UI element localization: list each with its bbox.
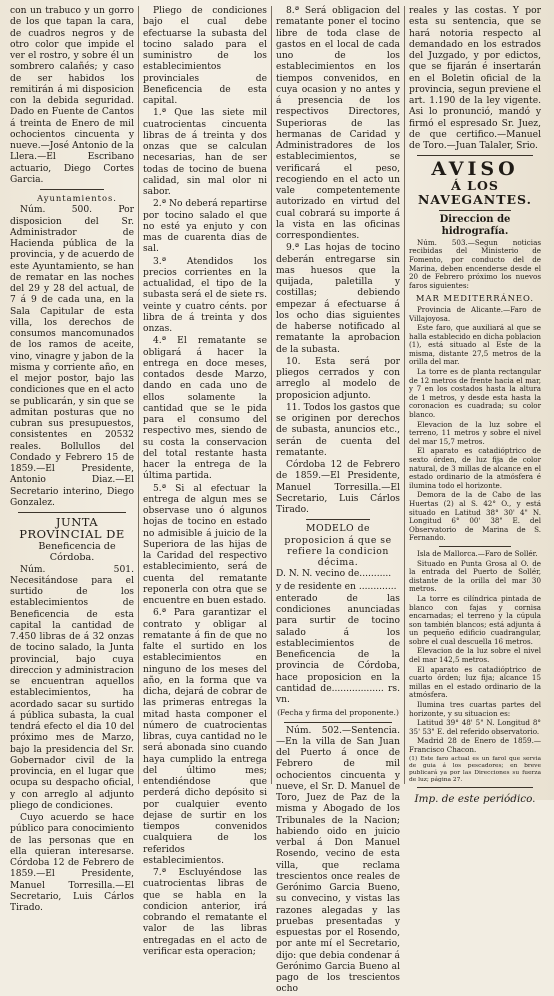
column-4 — [405, 6, 545, 805]
junta-subheading: Beneficencia de Córdoba. — [38, 541, 116, 564]
divider — [306, 519, 370, 520]
villajoyosa-p5: Demora de la de Cabo de las Huertas (2) al S. 42° O., y está situado en Latitud 38° 30' 4" N. Longitud 6° 00' 38" E. del Observatorio de Marina de S. Fernando. — [409, 490, 541, 543]
sea-heading: MAR MEDITERRÁNEO. — [415, 293, 535, 304]
sentence-continuation: reales y las costas. Y por esta su sentencia, que se hará notoria respecto al demandado en los estrados del Juzgado, y por edictos, que se fijarán é insertarán en el Boletin oficial de la provincia, segun previene el art. 1.190 de la ley vigente. Asi lo pronunció, mandó y firmó el espresado Sr. Juez, de que certifico.—Manuel de Toro.—Juan Talaler, Srio. — [409, 6, 541, 151]
condition-5: 5.ª Si al efectuar la entrega de algun mes se observase uno ó algunos hojas de tocino en estado no admisible á juicio de la Superiora de las hijas de la Caridad del respectivo establecimiento, será de cuenta del rematante reponerla con otra que se encuentre en buen estado. — [143, 483, 267, 606]
conditions-signature: Córdoba 12 de Febrero de 1859.—El Presidente, Manuel Torresilla.—El Secretario, Luis Cárlos Tirado. — [276, 460, 400, 515]
divider — [439, 210, 511, 211]
notice-501: Núm. 501. Necesitándose para el surtido de los establecimientos de Beneficencia de esta capital la cantidad de 7.450 libras de á 32 onzas de tocino salado, la Junta provincial, bajo cuya direccion y administracion se encuentran aquellos establecimientos, ha acordado sacar su surtido á pública subasta, la cual tendrá efecto el dia 10 del próximo mes de Marzo, bajo la presidencia del Sr. Gobernador civil de la provincia, en el lugar que ocupa su despacho oficial, y con arreglo al adjunto pliego de condiciones. — [10, 564, 134, 811]
modelo-title: MODELO de proposicion á que se refiere la condicion décima. — [284, 523, 392, 568]
condition-7: 7.ª Escluyéndose las cuatrocientas libras de que se habla en la condicion anterior, irá cobrando el rematante el valor de las libras entregadas en el acto de verificar esta operacion; — [143, 868, 267, 957]
hydrography-heading: Direccion de hidrografía. — [439, 214, 511, 237]
condition-8: 8.ª Será obligacion del rematante poner el tocino libre de toda clase de gastos en el local de cada uno de los establecimientos en los tiempos convenidos, en cuya ocasion y no antes y á presencia de los respectivos Directores, Superioras de las hermanas de Caridad y Administradores de los establecimientos, se verificará el peso, recogiendo en el acto un vale competentemente autorizado en virtud del cual cobrará su importe á la vista en las oficinas correspondientes. — [276, 6, 400, 241]
condition-9: 9.ª Las hojas de tocino deberán entregarse sin mas huesos que la quijada, paletilla y costillas; debiendo empezar á efectuarse á los ocho dias siguientes de haberse notificado al rematante la aprobacion de la subasta. — [276, 243, 400, 355]
notice-501-closing: Cuyo acuerdo se hace público para conocimiento de las personas que en ella quieran interesarse. Córdoba 12 de Febrero de 1859.—El Presidente, Manuel Torresilla.—El Secretario, Luis Cárlos Tirado. — [10, 813, 134, 913]
villajoyosa-p2: La torre es de planta rectangular de 12 metros de frente hacia el mar, y 7 en los costados hasta la altura de 1 metros, y desde esta hasta la coronacion es cuadrada; su color blanco. — [409, 367, 541, 420]
divider — [439, 546, 511, 547]
lighthouse-notice — [409, 239, 541, 784]
soller-p3: Elevacion de la luz sobre el nivel del mar 142,5 metros. — [409, 646, 541, 665]
aviso-subheading: Á LOS NAVEGANTES. — [417, 178, 532, 208]
soller-p4: El aparato es catadióptrico de cuarto órden; luz fija; alcance 15 millas en el estado ordinario de la atmósfera. — [409, 664, 541, 700]
edict-continuation: con un trabuco y un gorro de los que tapan la cara, de cuadros negros y de otro color que impide el ver el rostro, y sobre él un sombrero calañés; y caso de ser habidos los remitirán á mi disposicion con la debida seguridad. Dado en Fuente de Cantos á treinta de Enero de mil ochocientos cincuenta y nueve.—José Antonio de la Llera.—El Escribano actuario, Diego Cortes Garcia. — [10, 6, 134, 185]
condition-2: 2.ª No deberá repartirse por tocino salado el que no esté ya enjuto y con mas de cuarenta dias de sal. — [143, 199, 267, 255]
notice-502: Núm. 502.—Sentencia.—En la villa de San Juan del Puerto á once de Febrero de mil ochocientos cincuenta y nueve, el Sr. D. Manuel de Toro, Juez de Paz de la misma y Abogado de los Tribunales de la Nacion; habiendo oido en juicio verbal á Don Manuel Rosendo, vecino de esta villa, que reclama trescientos once reales de Gerónimo Garcia Bueno, su convecino, y vistas las razones alegadas y las pruebas presentadas y espuestas por el Rosendo, por ante mí el Secretario, dijo: que debia condenar á Gerónimo Garcia Bueno al pago de los trescientos ocho — [276, 725, 400, 995]
condition-10: 10. Esta será por pliegos cerrados y con arreglo al modelo de proposicion adjunto. — [276, 356, 400, 401]
villajoyosa-heading: Provincia de Alicante.—Faro de Villajoyosa. — [409, 304, 541, 323]
divider — [417, 155, 533, 156]
condition-4: 4.ª El rematante se obligará á hacer la entrega en doce meses, contados desde Marzo, dando en cada uno de ellos solamente la cantidad que se le pida para el consumo del respectivo mes, siendo de su costa la conservacion del total restante hasta hacer la entrega de la última partida. — [143, 336, 267, 482]
notice-503: Núm. 503.—Segun noticias recibidas del Ministerio de Fomento, por conducto del de Marina, deben encenderse desde el 20 de Febrero próximo los nuevos faros siguientes: — [409, 237, 541, 290]
column-1 — [6, 6, 139, 913]
modelo-line-2: y de residente en ............. — [276, 581, 397, 592]
aviso-signature: Madrid 28 de Enero de 1859.—Francisco Chacon. — [409, 736, 541, 754]
condition-1: 1.ª Que las siete mil cuatrocientas cincuenta libras de á treinta y dos onzas que se calculan necesarias, han de ser todas de tocino de buena calidad, sin mal olor ni sabor. — [143, 108, 267, 197]
modelo-line-1: D. N. N. vecino de........... — [276, 569, 392, 580]
notice-500: Núm. 500. Por disposicion del Sr. Administrador de Hacienda pública de la provincia, y de acuerdo de este Ayuntamiento, se han de rematar en las noches del 29 y 28 del actual, de 7 á 9 de cada una, en la Sala Capitular de esta villa, los derechos de consumos mancomunados de los ramos de aceite, vino, vinagre y jabon de la misma y corriente año, en el mejor postor, bajo las condiciones que en el acto se publicarán, y sin que se admitan posturas que no cubran sus presupuestos, consistentes en 20532 reales. Bollullos del Condado y Febrero 15 de 1859.—El Presidente, Antonio Diaz.—El Secretario interino, Diego Gonzalez. — [10, 205, 134, 508]
divider — [417, 787, 533, 788]
soller-p6: Latitud 39° 48' 5" N. Longitud 8° 35' 53" E. del referido observatorio. — [409, 718, 541, 736]
divider — [284, 722, 392, 723]
divider — [18, 512, 126, 513]
soller-p1: Situado en Punta Grosa al O. de la entrada del Puerto de Sollér, distante de la orilla del mar 30 metros. — [409, 558, 541, 594]
column-3 — [272, 6, 405, 995]
printer-imprint: Imp. de este periódico. — [414, 792, 536, 805]
soller-heading: Isla de Mallorca.—Faro de Sollér. — [417, 548, 538, 558]
aviso-heading: AVISO — [431, 158, 519, 181]
soller-p5: Ilumina tres cuartas partes del horizonte, y su situacion es: — [409, 700, 541, 718]
divider — [40, 189, 104, 190]
condition-11: 11. Todos los gastos que se originen por derechos de subasta, anuncios etc., serán de cuenta del rematante. — [276, 402, 400, 458]
soller-p2: La torre es cilíndrica pintada de blanco con fajas y cornisa encarnadas; el terreno y la cúpula son también blancos; está adjunta á un pequeño edificio cuadrangular, sobre el cual descuella 16 metros. — [409, 593, 541, 646]
condition-3: 3.ª Atendidos los precios corrientes en la actualidad, el tipo de la subasta será el de siete rs. veinte y cuatro cénts. por libra de á treinta y dos onzas. — [143, 256, 267, 334]
modelo-line-3: enterado de las condiciones anunciadas para surtir de tocino salado á los establecimientos de Beneficencia de la provincia de Córdoba, hace proposicion en la cantidad de.................. rs. vn. — [276, 593, 400, 705]
modelo-signature: (Fecha y firma del proponente.) — [277, 708, 399, 718]
junta-heading: JUNTA PROVINCIAL DE — [19, 515, 125, 541]
text-columns — [6, 6, 549, 995]
section-heading-ayuntamientos: Ayuntamientos. — [37, 193, 117, 203]
condition-6: 6.ª Para garantizar el contrato y obligar al rematante á fin de que no falte el surtido en los establecimientos en ninguno de los meses del año, en la forma que va dicha, dejará de cobrar de las primeras entregas la mitad hasta componer el número de cuatrocientas libras, cuya cantidad no le será abonada sino cuando haya cumplido la entrega del último mes; entendiéndose que perderá dicho depósito si por cualquier evento dejase de surtir en los tiempos convenidos cualquiera de los referidos establecimientos. — [143, 608, 267, 866]
footnote: (1) Este faro actual es un farol que servia de guia á los pescadores; en breve publicará ya por las Direcciones su fuerza de luz; página 27. — [409, 755, 541, 783]
conditions-intro: Pliego de condiciones bajo el cual debe efectuarse la subasta del tocino salado para el suministro de los establecimientos provinciales de Beneficencia de esta capital. — [143, 6, 267, 106]
villajoyosa-p3: Elevacion de la luz sobre el terreno, 11 metros y sobre el nivel del mar 15,7 metros. — [409, 419, 541, 446]
villajoyosa-p1: Este faro, que auxiliará al que se halla establecido en dicha poblacion (1), está situado al Este de la misma, distante 27,5 metros de la orilla del mar. — [409, 323, 541, 367]
column-2 — [139, 6, 272, 957]
villajoyosa-p4: El aparato es catadióptrico de sexto órden, de luz fija de color natural, de 3 millas de alcance en el estado ordinario de la atmósfera é ilumina todo el horizonte. — [409, 446, 541, 490]
